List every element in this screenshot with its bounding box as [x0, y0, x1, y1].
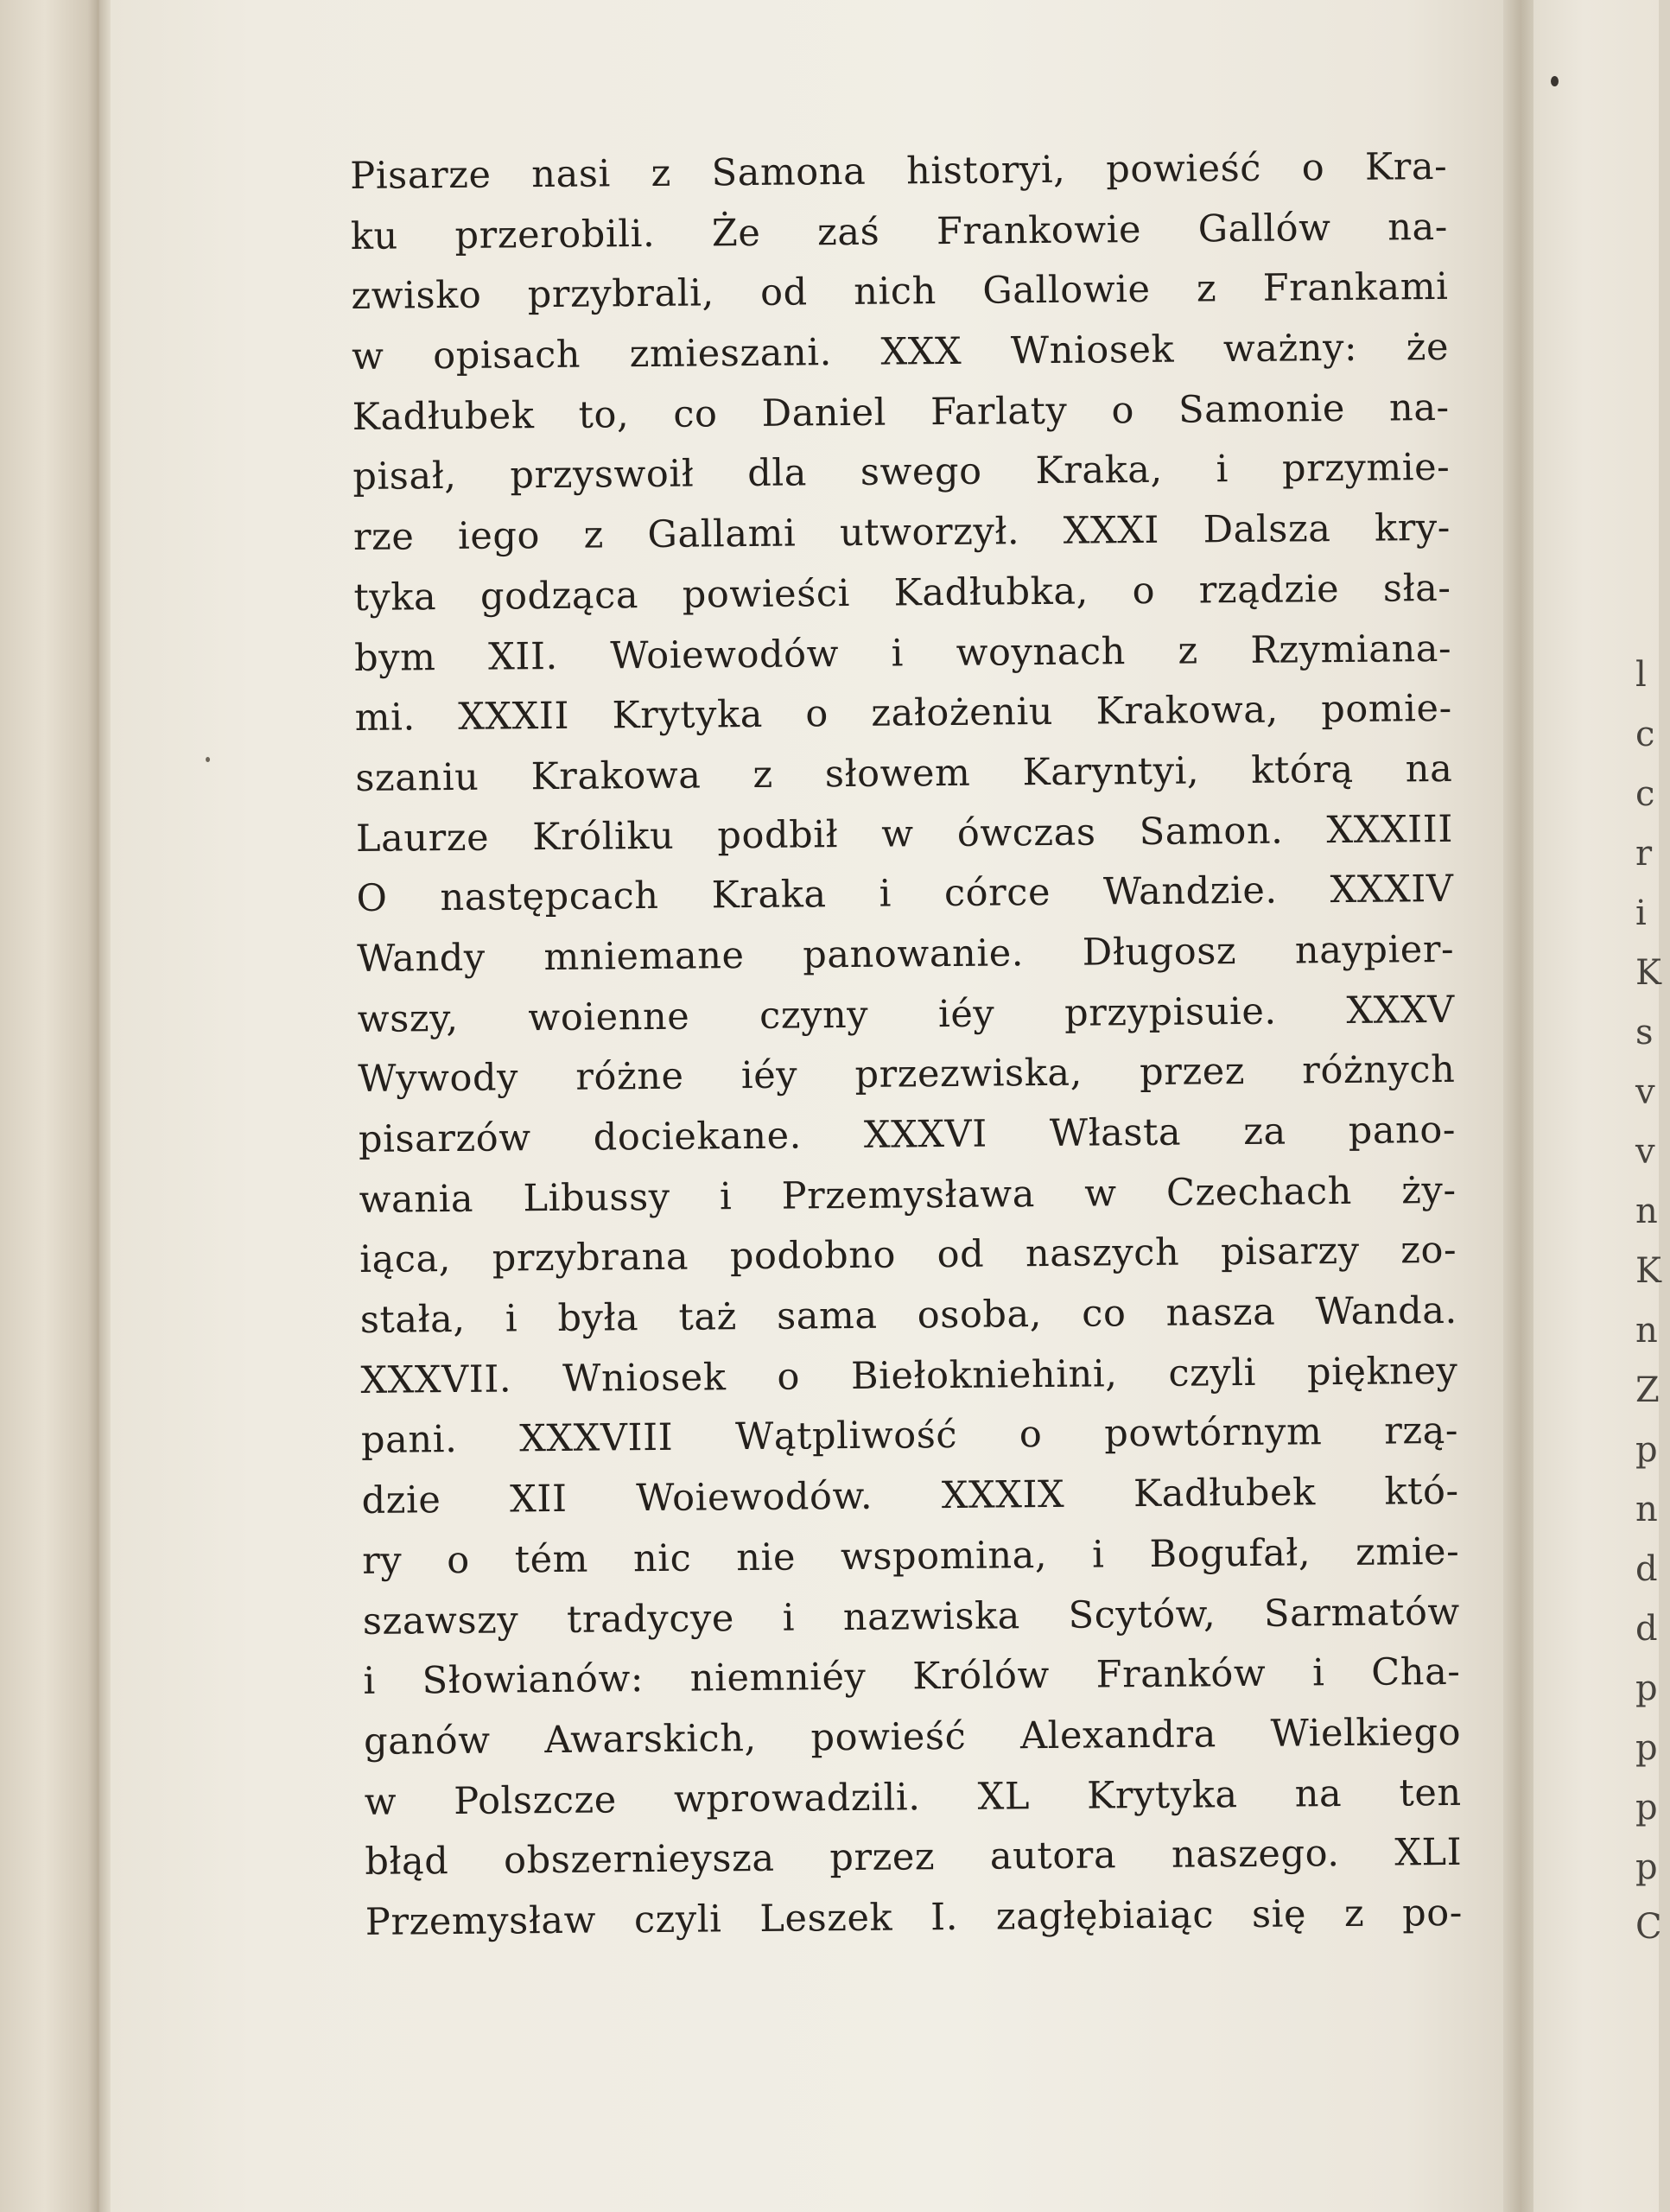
facing-page-letter: d [1635, 1609, 1658, 1649]
text-line: Wandy mniemane panowanie. Długosz naypier- [356, 927, 1455, 981]
facing-page-letter: c [1635, 774, 1655, 814]
facing-page-letter: p [1635, 1430, 1658, 1470]
book-gutter [1503, 0, 1538, 2212]
text-line: rze iego z Gallami utworzył. XXXI Dalsza kry- [352, 506, 1451, 560]
text-line: stała, i była taż sama osoba, co nasza Wanda. [359, 1288, 1458, 1343]
facing-page-letter: K [1635, 1251, 1661, 1291]
text-line: szaniu Krakowa z słowem Karyntyi, którą na [355, 747, 1453, 800]
ink-speck [1551, 76, 1559, 86]
text-line: dzie XII Woiewodów. XXXIX Kadłubek któ- [361, 1469, 1459, 1523]
text-line: Pisarze nasi z Samona historyi, powieść o Kra- [350, 144, 1448, 198]
facing-page-letter: l [1635, 655, 1647, 695]
text-line: wszy, woienne czyny iéy przypisuie. XXXV [357, 988, 1455, 1041]
text-line: pani. XXXVIII Wątpliwość o powtórnym rzą- [360, 1409, 1459, 1463]
text-line: zwisko przybrali, od nich Gallowie z Frankami [351, 265, 1449, 319]
text-line: Przemysław czyli Leszek I. zagłębiaiąc się z po- [365, 1891, 1464, 1944]
facing-page-letter [1635, 586, 1670, 645]
facing-page-letter: r [1635, 834, 1653, 874]
text-line: w opisach zmieszani. XXX Wniosek ważny: że [351, 325, 1450, 379]
facing-page-letter: p [1635, 1728, 1658, 1768]
text-line: szawszy tradycye i nazwiska Scytów, Sarmatów [362, 1590, 1461, 1643]
facing-page-letter: n [1635, 1311, 1658, 1351]
text-line: pisarzów dociekane. XXXVI Własta za pano- [358, 1108, 1457, 1161]
facing-page-letter [1635, 526, 1670, 586]
facing-page-letter: K [1635, 953, 1661, 993]
text-line: w Polszcze wprowadzili. XL Krytyka na ten [364, 1770, 1462, 1824]
text-line: iąca, przybrana podobno od naszych pisarzy zo- [359, 1229, 1457, 1282]
text-line: Kadłubek to, co Daniel Farlaty o Samonie na- [352, 385, 1450, 439]
text-line: i Słowianów: niemniéy Królów Franków i Cha- [363, 1650, 1461, 1704]
facing-page-letter: C [1635, 1907, 1662, 1947]
text-line: wania Libussy i Przemysława w Czechach ży- [359, 1168, 1457, 1222]
facing-page-letter: Z [1635, 1370, 1660, 1410]
text-line: Wywody różne iéy przezwiska, przez różnych [358, 1048, 1456, 1102]
facing-page-letters [1635, 467, 1670, 1957]
text-line: O następcach Kraka i córce Wandzie. XXXIV [356, 868, 1454, 921]
text-line: ku przerobili. Że zaś Frankowie Gallów na- [350, 205, 1449, 258]
facing-page-letter: s [1635, 1013, 1654, 1052]
text-line: tyka godząca powieści Kadłubka, o rządzie sła- [353, 566, 1451, 620]
facing-page-letter: n [1635, 1490, 1658, 1529]
ink-speck [206, 757, 210, 762]
facing-page-letter: p [1635, 1669, 1658, 1708]
facing-page-letter: p [1635, 1847, 1658, 1887]
text-line: bym XII. Woiewodów i woynach z Rzymiana- [353, 626, 1452, 680]
facing-page-letter: c [1635, 715, 1655, 754]
facing-page-letter: n [1635, 1192, 1658, 1231]
text-line: ganów Awarskich, powieść Alexandra Wielkiego [363, 1710, 1462, 1764]
facing-page-letter [1635, 467, 1670, 526]
facing-page-letter: d [1635, 1549, 1658, 1589]
text-line: mi. XXXII Krytyka o założeniu Krakowa, pomie- [354, 687, 1452, 741]
text-line: ry o tém nic nie wspomina, i Bogufał, zmie- [362, 1529, 1460, 1583]
facing-page-letter: i [1635, 893, 1647, 933]
text-line: błąd obszernieysza przez autora naszego. XLI [365, 1831, 1463, 1885]
text-line: Laurze Króliku podbił w ówczas Samon. XXXIII [355, 807, 1454, 861]
facing-page-letter: v [1635, 1132, 1655, 1172]
facing-page-letter: p [1635, 1788, 1658, 1827]
page-stack-line [97, 0, 99, 2212]
text-line: XXXVII. Wniosek o Biełokniehini, czyli piękney [360, 1349, 1458, 1402]
page-text-block [350, 137, 1463, 1954]
previous-page-edge [0, 0, 112, 2212]
facing-page-letter: v [1635, 1072, 1655, 1112]
text-line: pisał, przyswoił dla swego Kraka, i przymie- [352, 446, 1451, 499]
